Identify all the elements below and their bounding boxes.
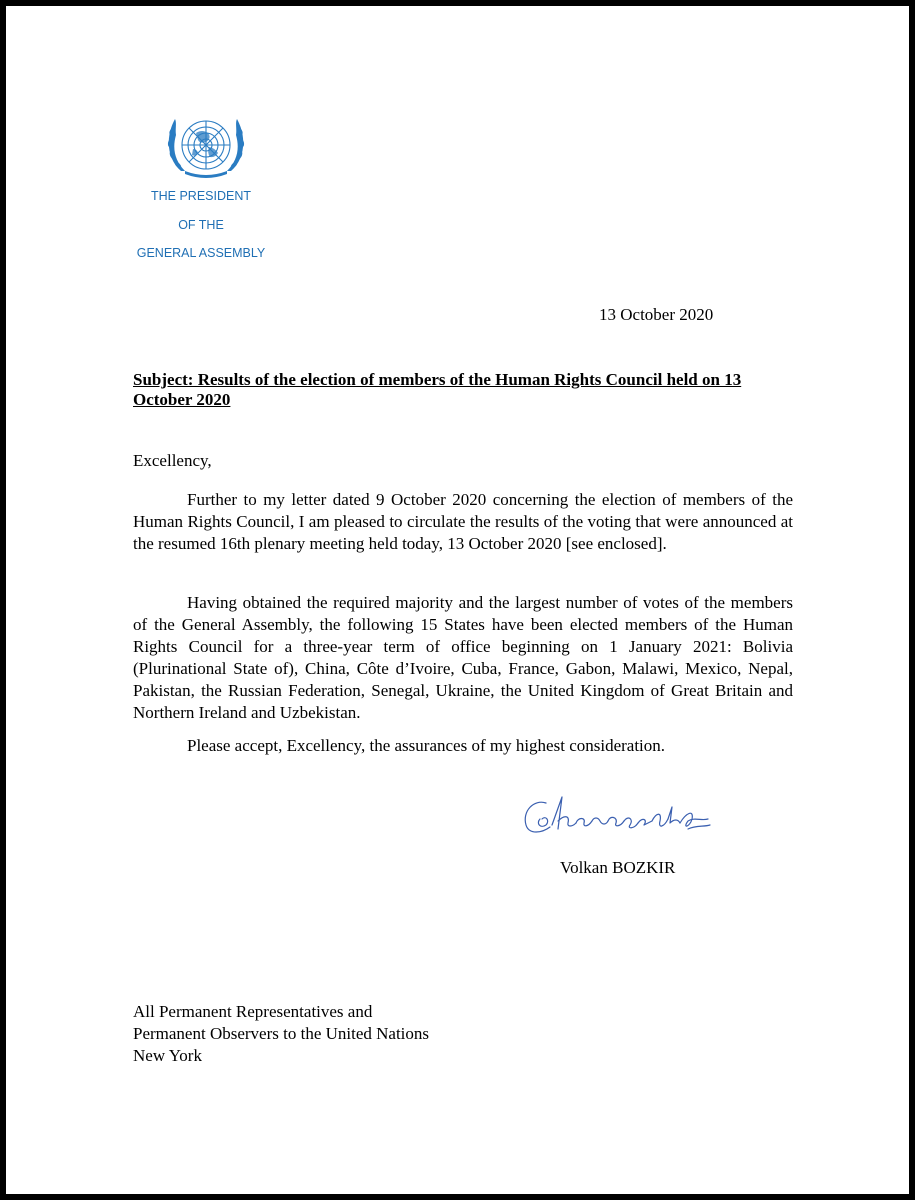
recipient-line-1: All Permanent Representatives and: [133, 1002, 373, 1021]
recipient-line-2: Permanent Observers to the United Nations: [133, 1024, 430, 1043]
un-emblem-icon: [163, 109, 249, 185]
closing-line: Please accept, Excellency, the assurances of my highest consideration.: [187, 736, 666, 755]
letter-date: 13 October 2020: [599, 305, 714, 324]
subject-text: Subject: Results of the election of members of the Human Rights Council held on 13 October 2020: [133, 370, 742, 409]
letterhead-line-2: OF THE: [178, 217, 224, 232]
signer-name: Volkan BOZKIR: [560, 858, 676, 877]
letterhead-line-1: THE PRESIDENT: [150, 189, 251, 203]
recipients-block: [133, 1001, 429, 1067]
letterhead-title: [116, 182, 286, 268]
subject-line: [133, 370, 793, 410]
letter-page: [6, 6, 909, 1194]
letterhead-line-3: GENERAL ASSEMBLY: [136, 246, 266, 260]
body-paragraph-2: Having obtained the required majority and the largest number of votes of the members of the General Assembly, the following 15 States have been elected members of the Human Rights Council for a three-year term of office beginning on 1 January 2021: Bolivia (Plurinational State of), China, Côte d’Ivoire, Cuba, France, Gabon, Malawi, Mexico, Nepal, Pakistan, the Russian Federation, Senegal, Ukraine, the United Kingdom of Great Britain and Northern Ireland and Uzbekistan.: [133, 593, 793, 722]
signature-image: [512, 789, 722, 845]
body-paragraph-1: Further to my letter dated 9 October 2020 concerning the election of members of the Human Rights Council, I am pleased to circulate the results of the voting that were announced at the resumed 16th plenary meeting held today, 13 October 2020 [see enclosed].: [133, 490, 793, 553]
salutation: Excellency,: [133, 451, 212, 470]
recipient-line-3: New York: [133, 1046, 202, 1065]
